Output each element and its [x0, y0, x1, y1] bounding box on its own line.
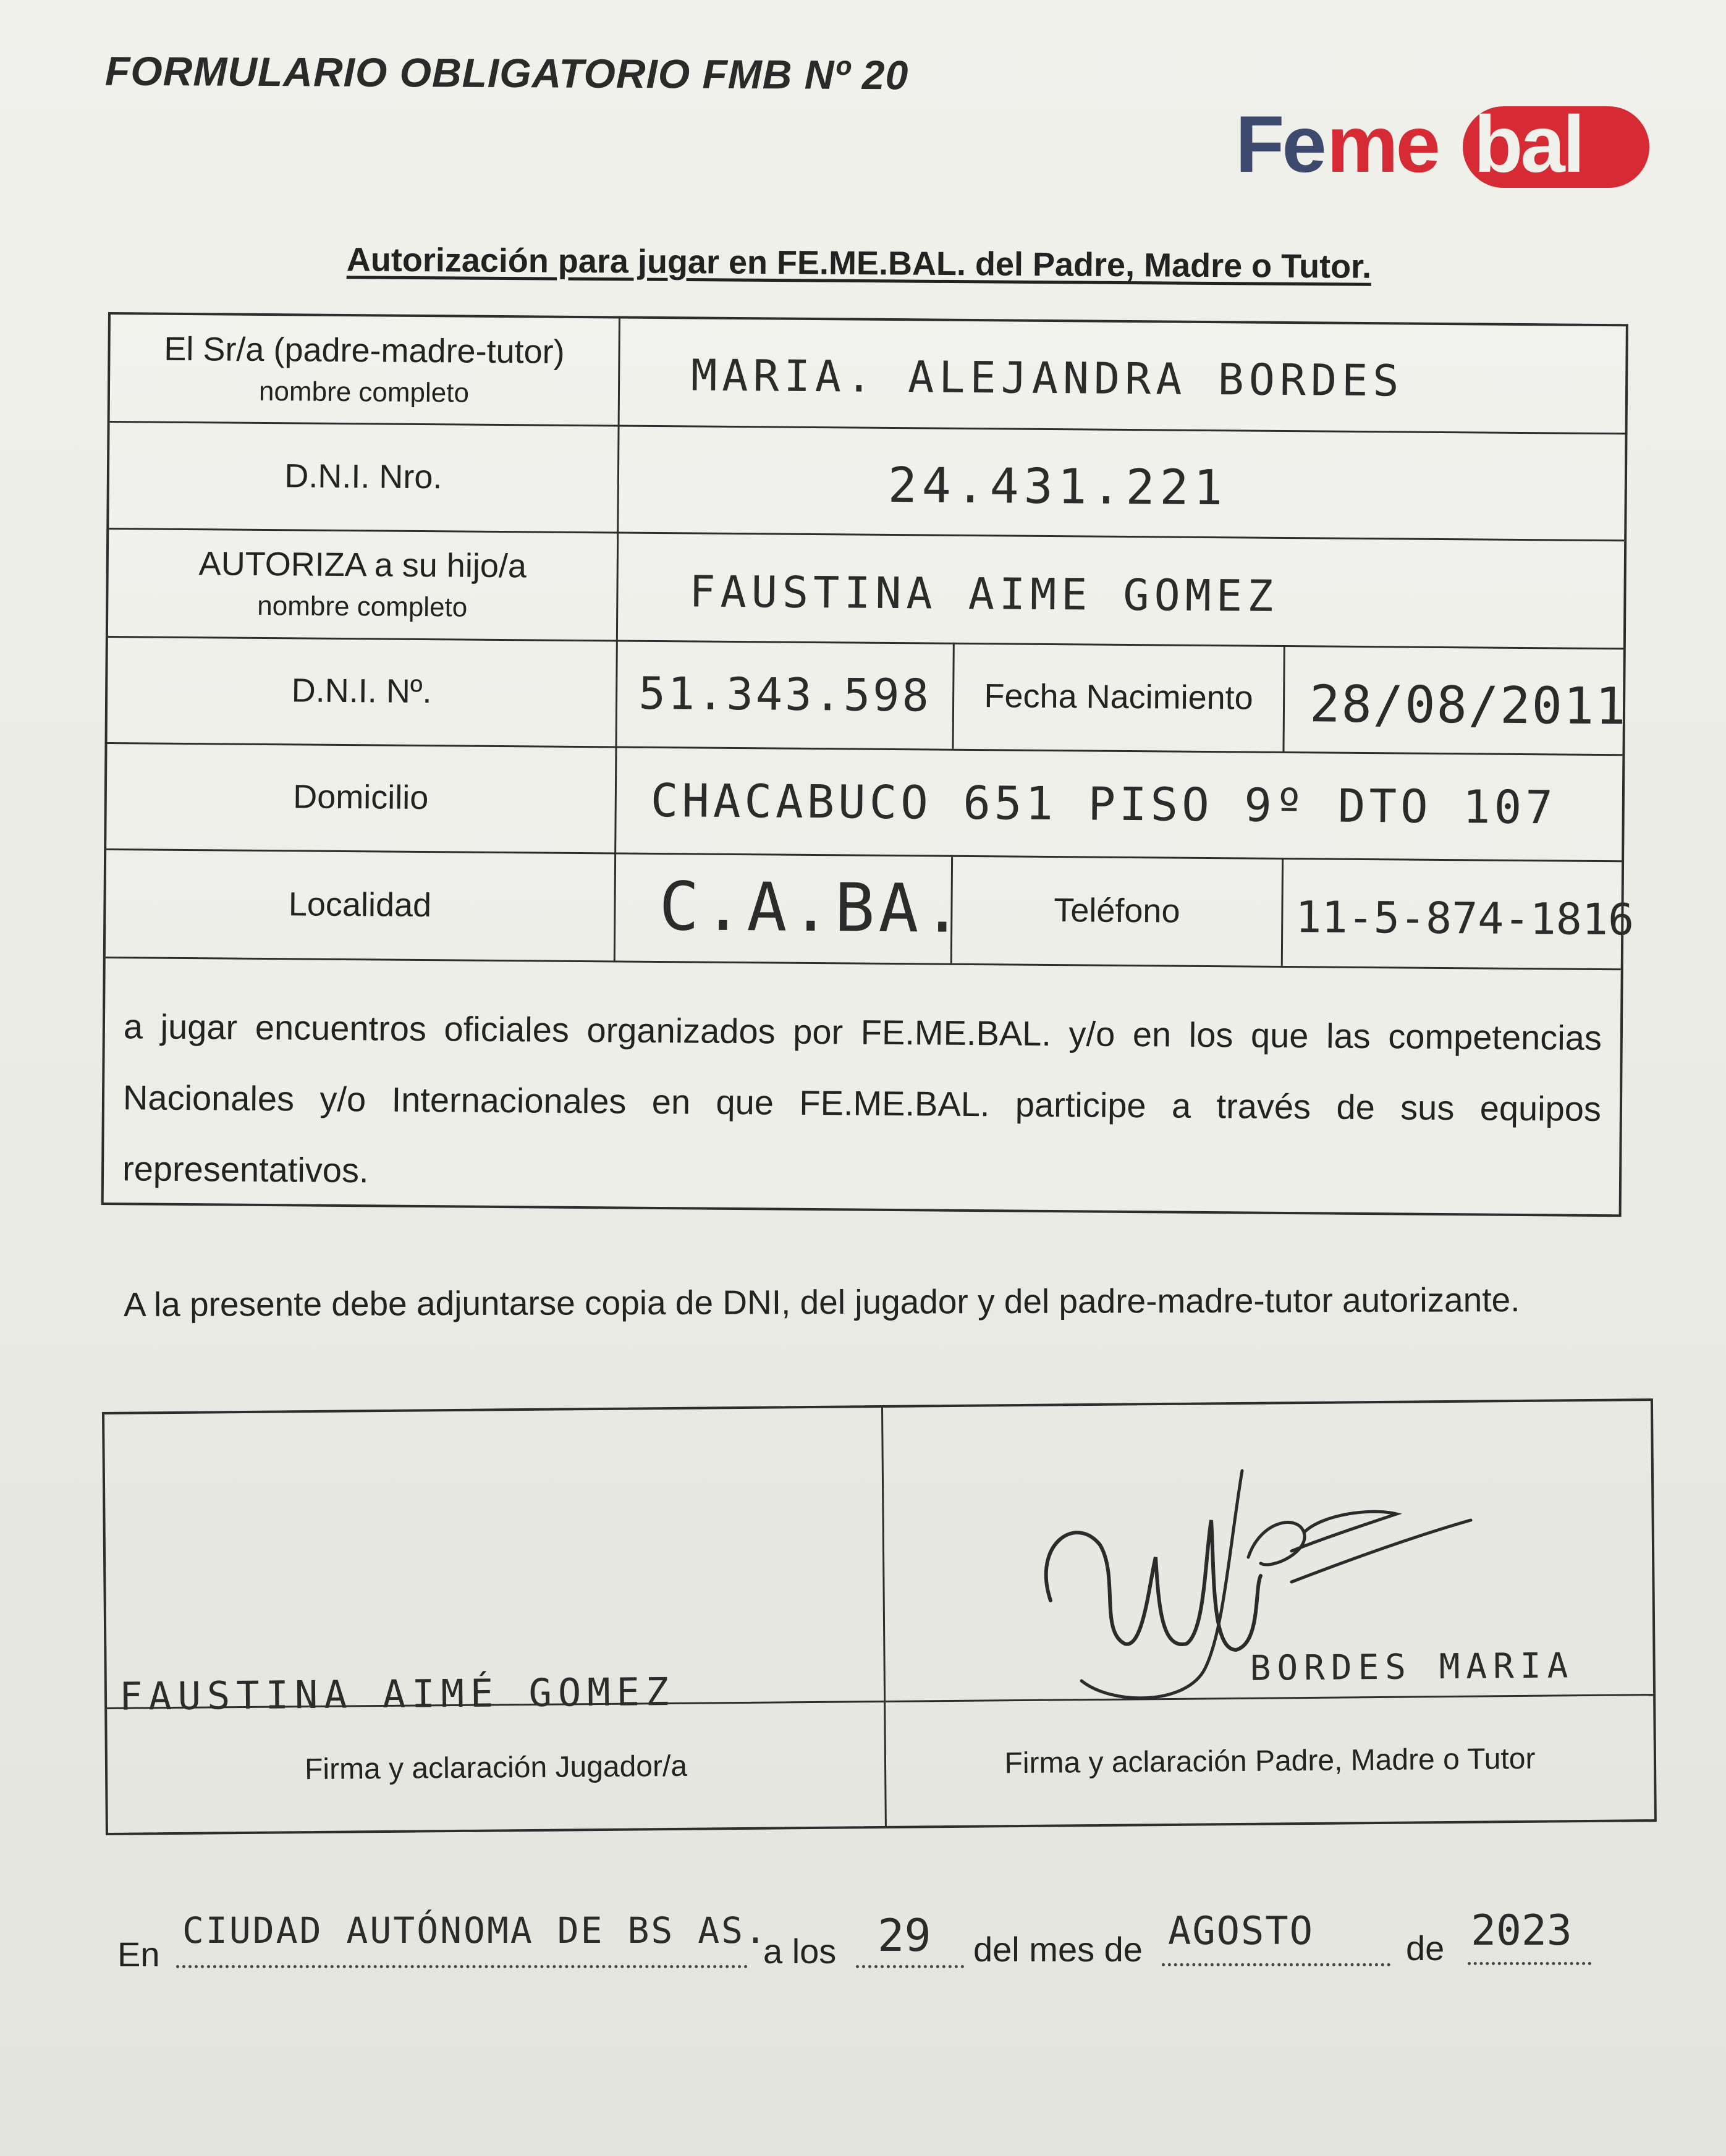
femebal-logo [1233, 93, 1653, 201]
year-prefix: de [1406, 1929, 1445, 1968]
guardian-label: El Sr/a (padre-madre-tutor) [164, 330, 565, 371]
guardian-signature-caption: Firma y aclaración Padre, Madre o Tutor [886, 1694, 1654, 1826]
address-label: Domicilio [293, 778, 429, 817]
child-label: AUTORIZA a su hijo/a [198, 544, 527, 585]
row-address [106, 742, 1622, 862]
row-child-dni [108, 636, 1628, 756]
form-number-title: FORMULARIO OBLIGATORIO FMB Nº 20 [104, 48, 909, 98]
year-value[interactable]: 2023 [1471, 1906, 1572, 1955]
player-signature-cell[interactable] [104, 1408, 887, 1833]
authorization-paragraph: a jugar encuentros oficiales organizados por FE.ME.BAL. y/o en los que las competencias Nacionales y/o Internacionales en que FE.ME.BAL. participe a través de sus equipos representativos. [122, 1007, 1602, 1190]
authorization-title: Autorización para jugar en FE.ME.BAL. del Padre, Madre o Tutor. [346, 241, 1372, 285]
row-guardian-dni [109, 421, 1625, 541]
authorization-paragraph-box [104, 957, 1621, 1214]
day-prefix: a los [763, 1932, 837, 1971]
svg-text:Fe: Fe [1235, 99, 1324, 189]
attachment-note: A la presente debe adjuntarse copia de DNI, del jugador y del padre-madre-tutor autorizante. [123, 1280, 1520, 1324]
guardian-written-name: BORDES MARIA [1250, 1646, 1575, 1689]
guardian-dni-value[interactable]: 24.431.221 [887, 457, 1228, 517]
child-sublabel: nombre completo [257, 590, 468, 623]
svg-text:me: me [1327, 99, 1438, 189]
child-name-value[interactable]: FAUSTINA AIME GOMEZ [689, 566, 1279, 622]
place-city-value[interactable]: CIUDAD AUTÓNOMA DE BS AS. [182, 1909, 768, 1951]
place-date-line [117, 1872, 1613, 1990]
guardian-sublabel: nombre completo [258, 376, 470, 408]
child-dni-label: D.N.I. Nº. [291, 672, 432, 711]
birth-date-value[interactable]: 28/08/2011 [1309, 675, 1628, 737]
birth-date-label: Fecha Nacimiento [984, 677, 1253, 717]
city-label: Localidad [288, 885, 432, 924]
svg-text:bal: bal [1474, 99, 1583, 189]
guardian-dni-label: D.N.I. Nro. [284, 457, 442, 496]
phone-value[interactable]: 11-5-874-1816 [1295, 892, 1635, 945]
address-value[interactable]: CHACABUCO 651 PISO 9º DTO 107 [650, 774, 1557, 835]
authorization-table [101, 312, 1635, 1217]
row-child-name [108, 528, 1624, 649]
player-signature-caption: Firma y aclaración Jugador/a [107, 1701, 885, 1833]
day-value[interactable]: 29 [878, 1909, 931, 1961]
guardian-signature-scribble [1026, 1446, 1495, 1718]
place-prefix: En [117, 1935, 160, 1974]
city-value[interactable]: C.A.BA. [658, 868, 967, 948]
row-guardian-name [110, 315, 1626, 434]
child-dni-value[interactable]: 51.343.598 [638, 667, 932, 722]
month-value[interactable]: AGOSTO [1168, 1908, 1314, 1953]
month-prefix: del mes de [973, 1930, 1143, 1969]
player-written-name: FAUSTINA AIMÉ GOMEZ [119, 1668, 675, 1719]
row-city-phone [106, 848, 1635, 970]
guardian-name-value[interactable]: MARIA. ALEJANDRA BORDES [690, 350, 1404, 407]
phone-label: Teléfono [1054, 891, 1180, 930]
